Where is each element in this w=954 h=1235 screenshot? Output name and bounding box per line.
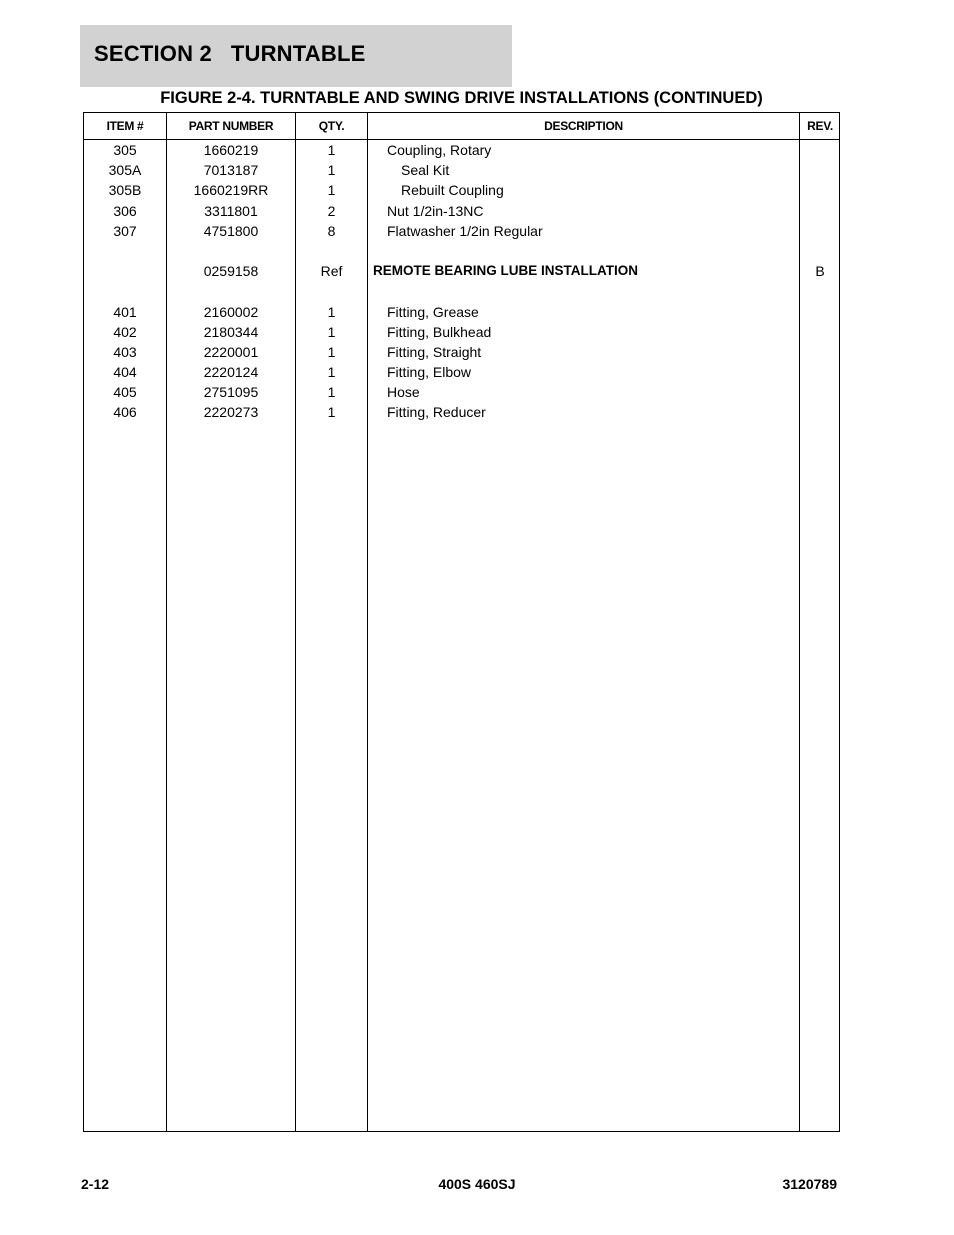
page-number: 2-12 <box>81 1176 110 1192</box>
revision <box>800 221 840 241</box>
revision: B <box>815 263 825 280</box>
quantity: 8 <box>327 222 336 239</box>
description: Seal Kit <box>401 162 450 179</box>
description: Fitting, Bulkhead <box>387 323 492 340</box>
revision <box>800 201 840 221</box>
revision <box>800 180 840 200</box>
description: Fitting, Grease <box>387 303 479 320</box>
quantity: 1 <box>327 142 336 158</box>
item-number: 306 <box>113 202 137 219</box>
table-row <box>84 160 839 180</box>
description: Fitting, Straight <box>387 343 482 360</box>
assembly-description: REMOTE BEARING LUBE INSTALLATION <box>373 263 638 279</box>
part-number: 2220001 <box>203 343 259 360</box>
table-row <box>84 140 839 160</box>
part-number: 4751800 <box>203 222 259 239</box>
item-number: 406 <box>113 404 137 421</box>
table-row <box>84 322 839 342</box>
revision <box>800 402 840 422</box>
item-number: 305B <box>108 182 142 199</box>
header-description: DESCRIPTION <box>544 119 623 133</box>
item-number <box>84 261 166 281</box>
table-row <box>84 201 839 221</box>
table-row <box>84 221 839 241</box>
quantity: 1 <box>327 182 336 199</box>
revision <box>800 382 840 402</box>
table-row <box>84 180 839 200</box>
quantity: 1 <box>327 162 336 179</box>
part-number: 2180344 <box>203 323 259 340</box>
section-header <box>80 25 512 87</box>
table-row-assembly <box>84 261 839 281</box>
header-rev: REV. <box>807 119 833 133</box>
item-number: 307 <box>113 222 137 239</box>
table-row <box>84 402 839 422</box>
quantity: 1 <box>327 303 336 320</box>
quantity: 1 <box>327 323 336 340</box>
quantity: 1 <box>327 404 336 421</box>
section-title: SECTION 2 TURNTABLE <box>94 41 366 66</box>
item-number: 404 <box>113 364 137 381</box>
table-row <box>84 342 839 362</box>
quantity: 2 <box>327 202 336 219</box>
item-number: 402 <box>113 323 137 340</box>
header-part-number: PART NUMBER <box>188 119 274 133</box>
table-row <box>84 302 839 322</box>
description: Rebuilt Coupling <box>401 182 504 199</box>
row-spacer <box>84 281 839 301</box>
parts-table <box>83 112 840 1132</box>
description: Fitting, Reducer <box>387 404 486 421</box>
item-number: 305 <box>113 142 137 158</box>
part-number: 2160002 <box>203 303 259 320</box>
description: Flatwasher 1/2in Regular <box>387 222 543 239</box>
revision <box>800 140 840 160</box>
quantity: Ref <box>320 263 343 280</box>
revision <box>800 302 840 322</box>
table-body <box>84 140 839 423</box>
quantity: 1 <box>327 343 336 360</box>
part-number: 3311801 <box>204 202 258 219</box>
part-number: 0259158 <box>203 263 259 280</box>
description: Hose <box>387 384 420 401</box>
figure-title: FIGURE 2-4. TURNTABLE AND SWING DRIVE INSTALLATIONS (CONTINUED) <box>160 89 763 107</box>
part-number: 1660219RR <box>193 182 269 199</box>
part-number: 2220273 <box>203 404 259 421</box>
description: Nut 1/2in-13NC <box>387 202 484 219</box>
document-number: 3120789 <box>782 1176 837 1192</box>
revision <box>800 322 840 342</box>
item-number: 305A <box>108 162 142 179</box>
table-row <box>84 362 839 382</box>
part-number: 2220124 <box>203 364 259 381</box>
row-spacer <box>84 241 839 261</box>
model-name: 400S 460SJ <box>438 1176 516 1192</box>
revision <box>800 160 840 180</box>
table-row <box>84 382 839 402</box>
header-qty: QTY. <box>318 119 345 133</box>
quantity: 1 <box>327 364 336 381</box>
item-number: 403 <box>113 343 137 360</box>
part-number: 1660219 <box>203 142 259 158</box>
revision <box>800 342 840 362</box>
item-number: 405 <box>113 384 137 401</box>
quantity: 1 <box>327 384 336 401</box>
description: Coupling, Rotary <box>387 142 492 158</box>
header-item: ITEM # <box>106 119 144 133</box>
item-number: 401 <box>113 303 137 320</box>
revision <box>800 362 840 382</box>
description: Fitting, Elbow <box>387 364 472 381</box>
part-number: 2751095 <box>203 384 259 401</box>
part-number: 7013187 <box>203 162 259 179</box>
